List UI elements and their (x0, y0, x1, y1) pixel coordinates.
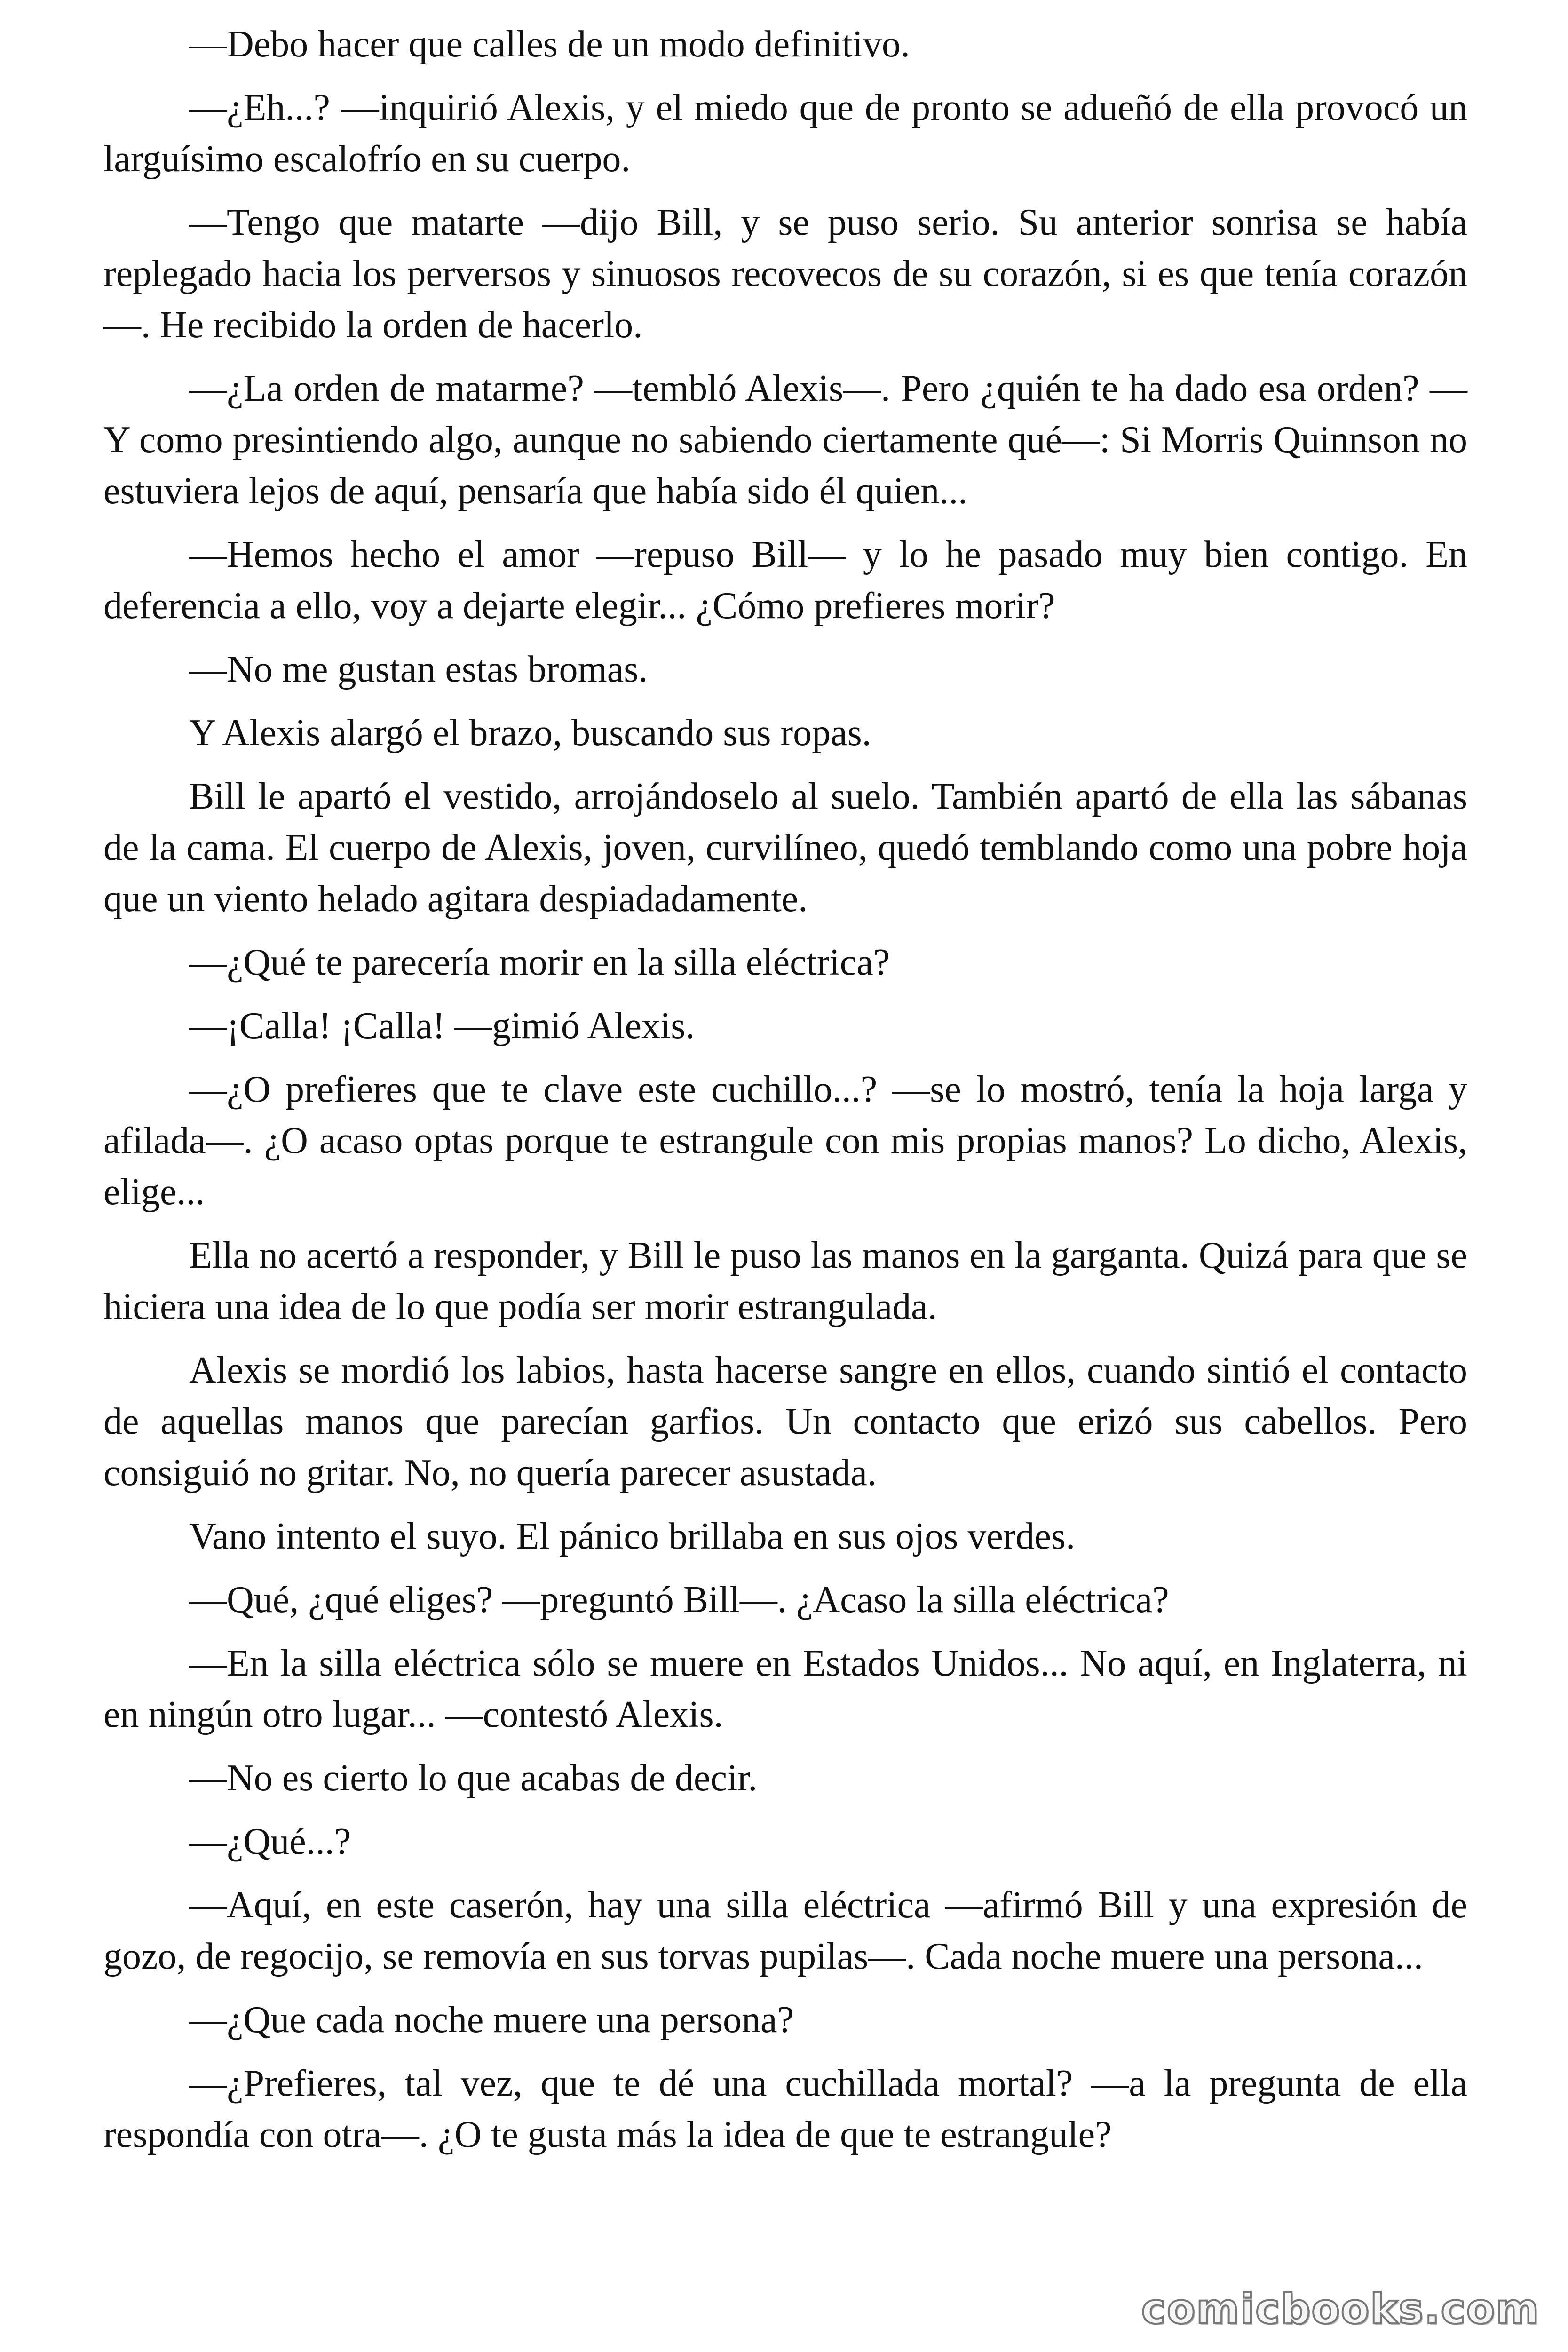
paragraph: —Debo hacer que calles de un modo definitivo. (189, 24, 910, 65)
paragraph: —¿Que cada noche muere una persona? (189, 1999, 794, 2041)
watermark: comicbooks.com (1141, 2285, 1540, 2333)
paragraph: —No es cierto lo que acabas de decir. (189, 1757, 758, 1799)
paragraph: Ella no acertó a responder, y Bill le puso las manos en la garganta. Quizá para que se hiciera una idea de lo que podía ser morir estrangulada. (103, 1235, 1467, 1327)
paragraph: Alexis se mordió los labios, hasta hacerse sangre en ellos, cuando sintió el contacto de aquellas manos que parecían garfios. Un contacto que erizó sus cabellos. Pero consiguió no gritar. No, no quería parecer asustada. (103, 1350, 1467, 1494)
paragraph: —¿Eh...? —inquirió Alexis, y el miedo que de pronto se adueñó de ella provocó un larguísimo escalofrío en su cuerpo. (103, 87, 1467, 180)
paragraph: Bill le apartó el vestido, arrojándoselo al suelo. También apartó de ella las sábanas de la cama. El cuerpo de Alexis, joven, curvilíneo, quedó temblando como una pobre hoja que un viento helado agitara despiadadamente. (103, 776, 1467, 920)
paragraph: —En la silla eléctrica sólo se muere en Estados Unidos... No aquí, en Inglaterra, ni en ningún otro lugar... —contestó Alexis. (103, 1643, 1467, 1735)
paragraph: —¿O prefieres que te clave este cuchillo...? —se lo mostró, tenía la hoja larga y afilada—. ¿O acaso optas porque te estrangule con mis propias manos? Lo dicho, Alexis, elige... (103, 1069, 1467, 1213)
paragraph: —¿Qué...? (189, 1821, 351, 1862)
paragraph: —Qué, ¿qué eliges? —preguntó Bill—. ¿Acaso la silla eléctrica? (189, 1579, 1169, 1621)
paragraph: —Aquí, en este caserón, hay una silla eléctrica —afirmó Bill y una expresión de gozo, de regocijo, se removía en sus torvas pupilas—. Cada noche muere una persona... (103, 1884, 1467, 1977)
paragraph: —Tengo que matarte —dijo Bill, y se puso serio. Su anterior sonrisa se había replegado hacia los perversos y sinuosos recovecos de su corazón, si es que tenía corazón—. He recibido la orden de hacerlo. (103, 202, 1467, 346)
paragraph: —¿La orden de matarme? —tembló Alexis—. Pero ¿quién te ha dado esa orden? —Y como presintiendo algo, aunque no sabiendo ciertamente qué—: Si Morris Quinnson no estuviera lejos de aquí, pensaría que había sido él quien... (103, 368, 1467, 512)
paragraph: —¡Calla! ¡Calla! —gimió Alexis. (189, 1005, 695, 1047)
paragraph: —Hemos hecho el amor —repuso Bill— y lo he pasado muy bien contigo. En deferencia a ello, voy a dejarte elegir... ¿Cómo prefieres morir? (103, 534, 1467, 627)
paragraph: —¿Prefieres, tal vez, que te dé una cuchillada mortal? —a la pregunta de ella respondía con otra—. ¿O te gusta más la idea de que te estrangule? (103, 2063, 1467, 2155)
page-text (103, 19, 1467, 2173)
paragraph: —No me gustan estas bromas. (189, 649, 648, 690)
paragraph: Vano intento el suyo. El pánico brillaba en sus ojos verdes. (189, 1516, 1076, 1557)
paragraph: —¿Qué te parecería morir en la silla eléctrica? (189, 942, 890, 983)
paragraph: Y Alexis alargó el brazo, buscando sus ropas. (189, 712, 871, 754)
